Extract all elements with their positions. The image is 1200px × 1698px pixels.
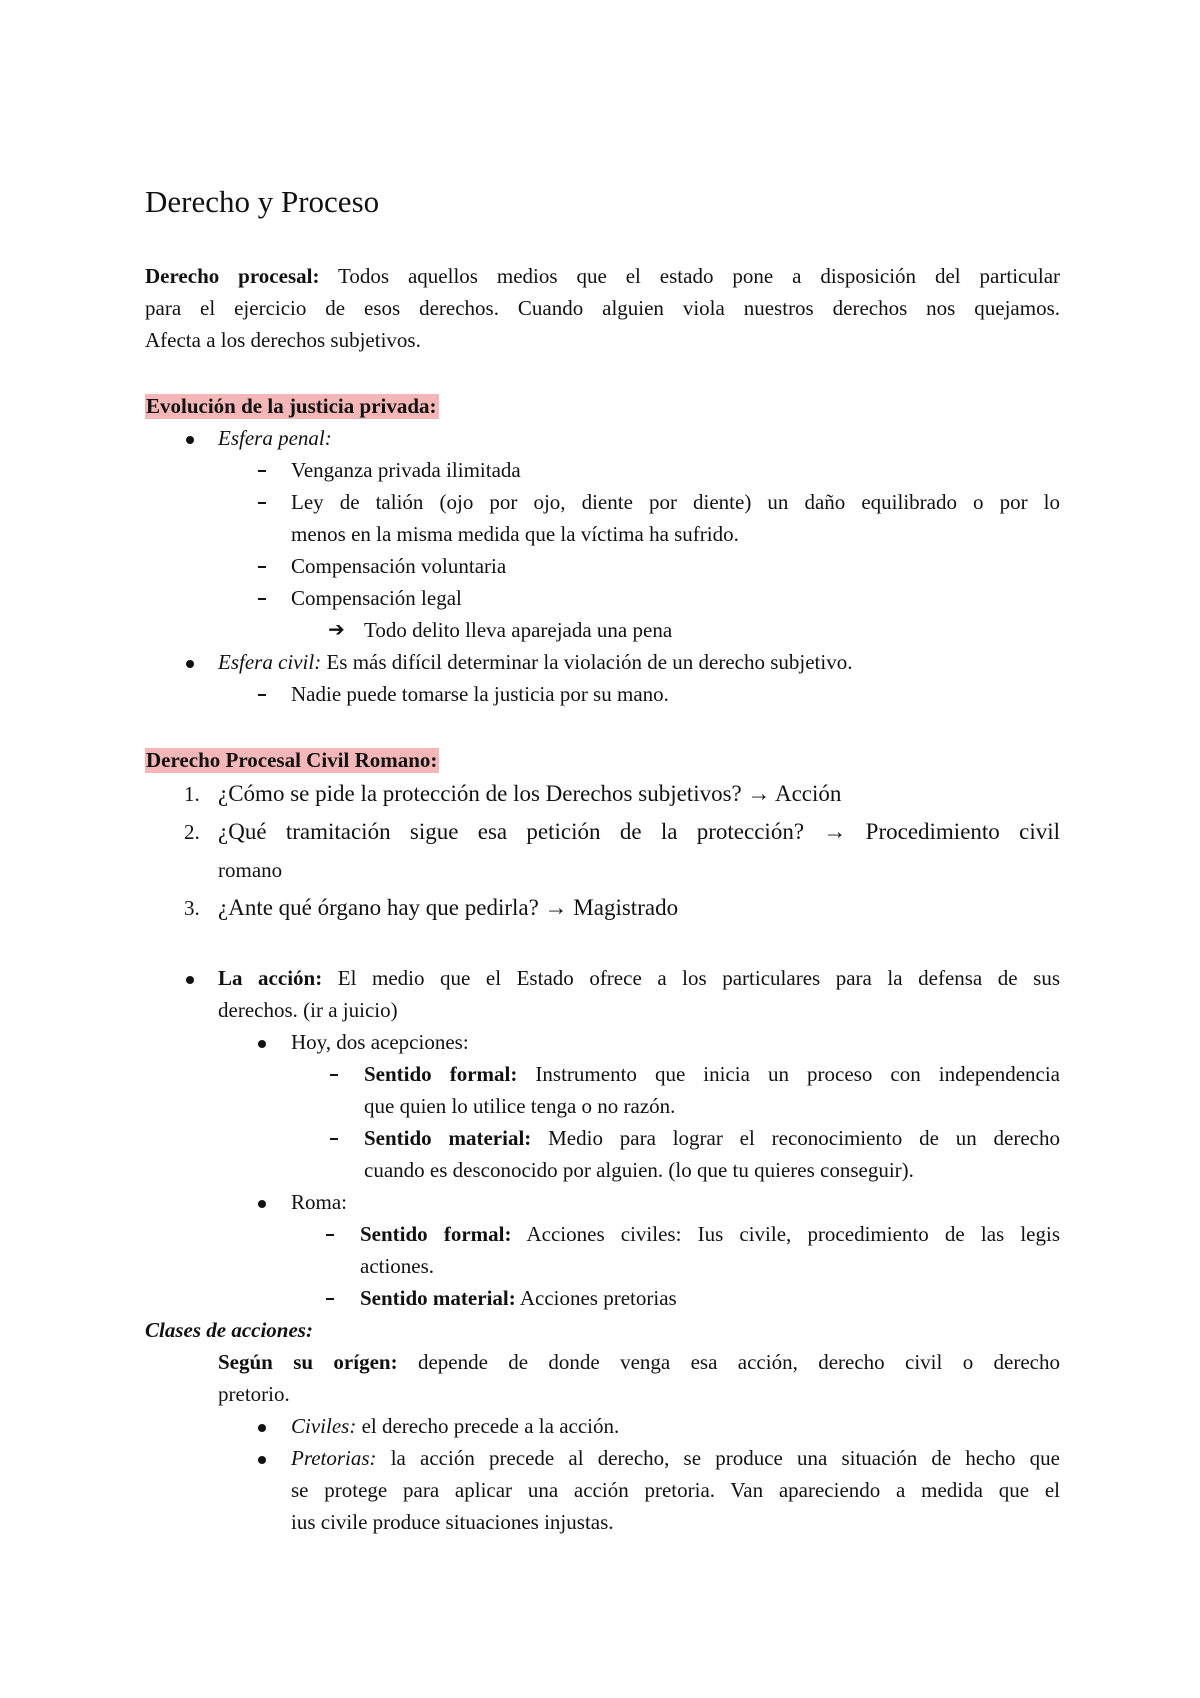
question-3: ¿Ante qué órgano hay que pedirla? → Magistrado [218,895,679,920]
bullet-icon [258,1456,266,1464]
dash-icon [258,598,266,600]
pretorias-line-3: ius civile produce situaciones injustas. [291,1510,614,1534]
penal-item-legal: Compensación legal [291,586,462,610]
intro-line-2: para el ejercicio de esos derechos. Cuando alguien viola nuestros derechos nos quejamos. [145,296,1060,320]
dash-icon [326,1234,334,1236]
arrow-right-icon: ➔ [328,619,345,641]
list-number-1: 1. [184,782,200,806]
dash-icon [330,1138,338,1140]
accion-line-2: derechos. (ir a juicio) [218,998,398,1022]
roma-label: Roma: [291,1190,347,1214]
section-heading-romano: Derecho Procesal Civil Romano: [146,748,438,772]
bullet-icon [258,1424,266,1432]
bullet-icon [186,436,194,444]
bullet-icon [258,1040,266,1048]
page-title: Derecho y Proceso [145,184,380,219]
dash-icon [258,694,266,696]
list-number-2: 2. [184,820,200,844]
esfera-civil-line: Esfera civil: Es más difícil determinar la violación de un derecho subjetivo. [218,650,853,674]
penal-item-talion-cont: menos en la misma medida que la víctima ha sufrido. [291,522,739,546]
bullet-icon [186,660,194,668]
dash-icon [258,502,266,504]
hoy-formal-line-1: Sentido formal: Instrumento que inicia un proceso con independencia [364,1062,1061,1086]
bullet-icon [186,976,194,984]
question-2-cont: romano [218,858,283,882]
clases-heading: Clases de acciones: [145,1318,313,1342]
accion-line-1: La acción: El medio que el Estado ofrece a los particulares para la defensa de sus [218,966,1061,990]
dash-icon [330,1074,338,1076]
hoy-material-line-1: Sentido material: Medio para lograr el reconocimiento de un derecho [364,1126,1060,1150]
hoy-material-line-2: cuando es desconocido por alguien. (lo que tu quieres conseguir). [364,1158,914,1182]
origen-line-2: pretorio. [218,1382,290,1406]
bullet-icon [258,1200,266,1208]
hoy-formal-line-2: que quien lo utilice tenga o no razón. [364,1094,676,1118]
pretorias-line-1: Pretorias: la acción precede al derecho, se produce una situación de hecho que [291,1446,1061,1470]
question-1: ¿Cómo se pide la protección de los Derechos subjetivos? → Acción [218,781,842,806]
penal-item-talion: Ley de talión (ojo por ojo, diente por diente) un daño equilibrado o por lo [291,490,1060,514]
dash-icon [258,566,266,568]
section-heading-evolucion: Evolución de la justicia privada: [146,394,437,418]
civil-item: Nadie puede tomarse la justicia por su mano. [291,682,669,706]
origen-line-1: Según su orígen: depende de donde venga esa acción, derecho civil o derecho [218,1350,1061,1374]
penal-arrow-text: Todo delito lleva aparejada una pena [364,618,673,642]
pretorias-line-2: se protege para aplicar una acción pretoria. Van apareciendo a medida que el [291,1478,1060,1502]
list-number-3: 3. [184,896,200,920]
penal-item-voluntaria: Compensación voluntaria [291,554,507,578]
intro-line-3: Afecta a los derechos subjetivos. [145,328,421,352]
roma-formal-line-1: Sentido formal: Acciones civiles: Ius civile, procedimiento de las legis [360,1222,1061,1246]
penal-item-venganza: Venganza privada ilimitada [291,458,521,482]
esfera-penal-label: Esfera penal: [218,426,332,450]
civiles-line: Civiles: el derecho precede a la acción. [291,1414,620,1438]
roma-formal-line-2: actiones. [360,1254,435,1278]
dash-icon [326,1298,334,1300]
roma-material-line: Sentido material: Acciones pretorias [360,1286,677,1310]
dash-icon [258,470,266,472]
hoy-acepciones: Hoy, dos acepciones: [291,1030,469,1054]
intro-line-1: Derecho procesal: Todos aquellos medios que el estado pone a disposición del particular [145,264,1061,288]
question-2: ¿Qué tramitación sigue esa petición de la protección? → Procedimiento civil [218,819,1060,844]
